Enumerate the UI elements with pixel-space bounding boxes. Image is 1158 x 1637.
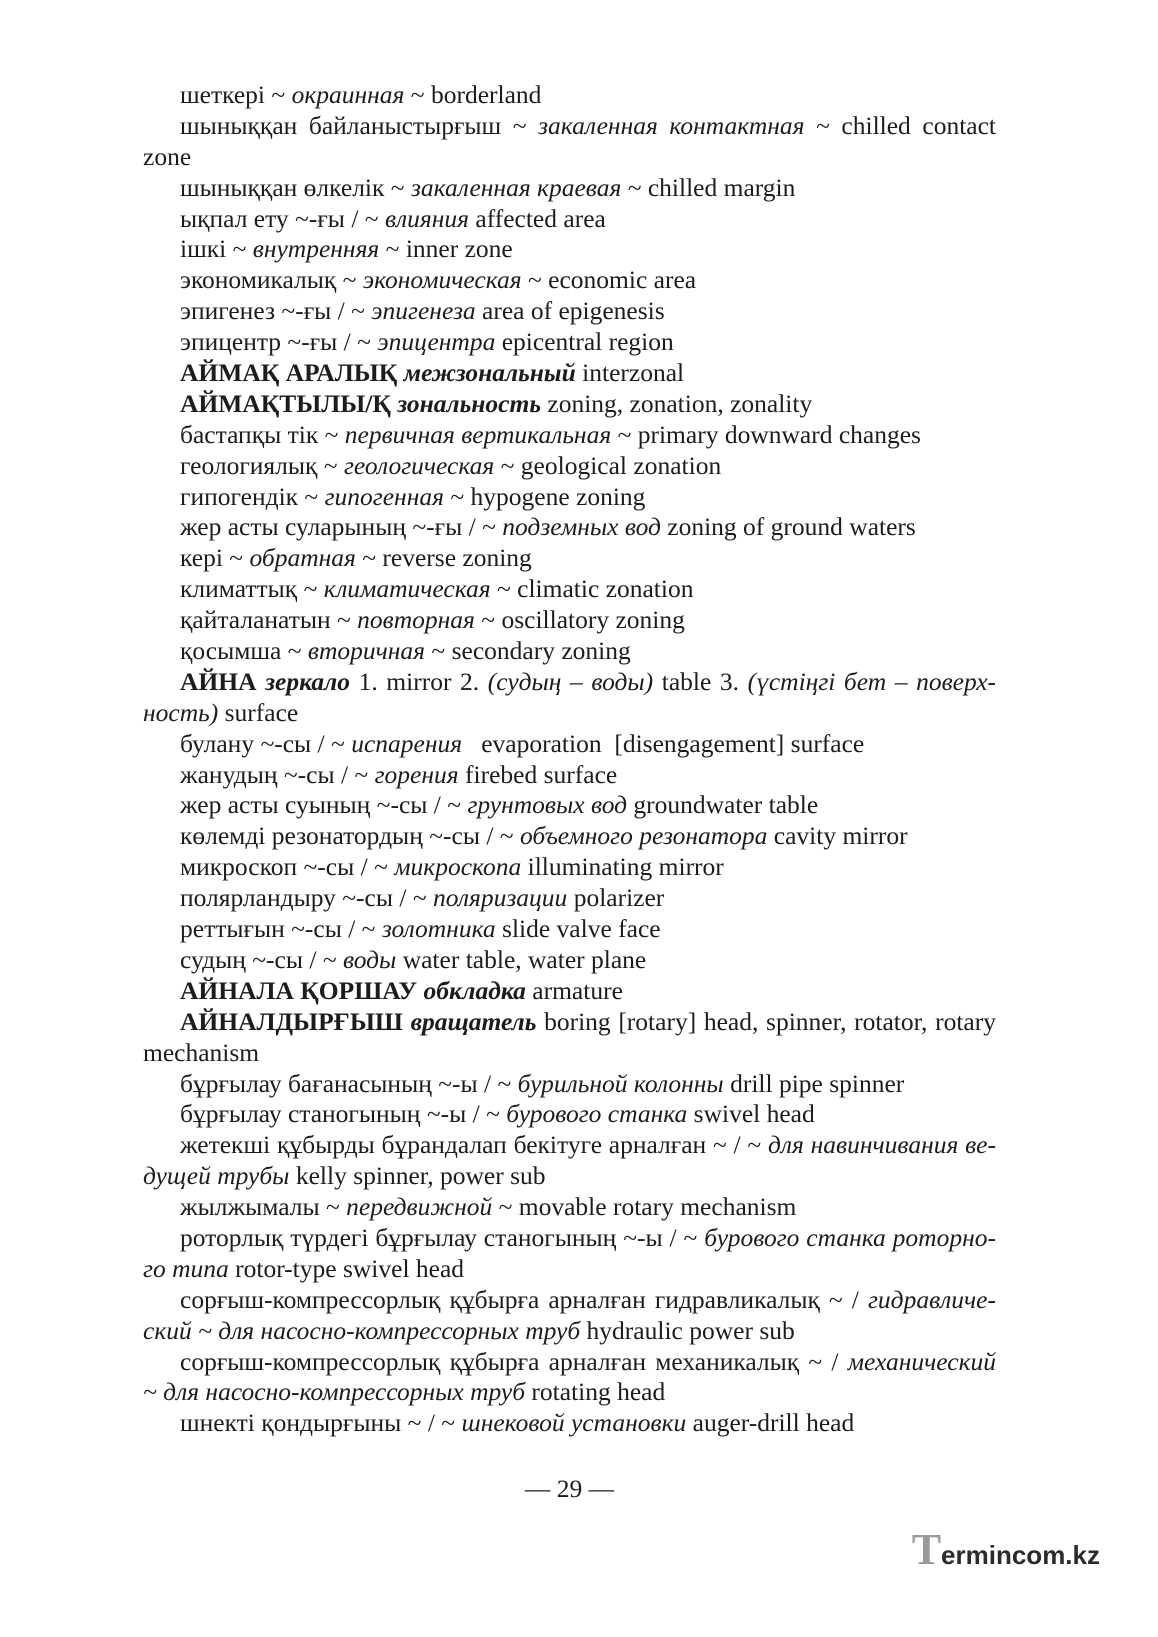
subentry-line: [143, 636, 996, 667]
en-text: zone: [143, 141, 192, 171]
kk-text: эпицентр ~-ғы / ~: [180, 327, 378, 357]
kk-text: бұрғылау станогының ~-ы / ~: [180, 1099, 507, 1129]
en-text: firebed surface: [458, 759, 618, 789]
continuation-line: [143, 142, 996, 173]
sense-label: (үстіңгі бет – поверх-: [747, 666, 997, 696]
kk-text: шыныққан өлкелік ~: [180, 172, 411, 202]
ru-text: внутренняя: [252, 234, 380, 264]
subentry-line: [143, 204, 996, 235]
ru-text: вторичная: [307, 636, 426, 666]
ru-text: гипогенная: [324, 481, 444, 511]
ru-text: обратная: [249, 543, 356, 573]
kk-text: гипогендік ~: [180, 481, 325, 511]
ru-text: горения: [374, 759, 459, 789]
ru-text: передвижной: [346, 1192, 493, 1222]
en-text: surface: [218, 697, 299, 727]
ru-text: бурильной колонны: [517, 1068, 724, 1098]
ru-text: го типа: [143, 1253, 229, 1283]
ru-text: климатическая: [323, 574, 491, 604]
sense-label: (судың – воды): [487, 666, 654, 696]
kk-text: реттығын ~-сы / ~: [180, 914, 382, 944]
continuation-line: [143, 1316, 996, 1347]
kk-text: ішкі ~: [180, 234, 253, 264]
ru-text: для навинчивания ве-: [768, 1130, 996, 1160]
subentry-line: [143, 760, 996, 791]
en-text: evaporation [disengagement] surface: [462, 728, 865, 758]
page-number: — 29 —: [524, 1474, 615, 1503]
subentry-line: [143, 265, 996, 296]
kk-text: қайталанатын ~: [180, 605, 358, 635]
headword-kk: АЙНАЛДЫРҒЫШ: [180, 1006, 411, 1036]
continuation-line: [143, 698, 996, 729]
subentry-line: [143, 790, 996, 821]
subentry-line: [143, 914, 996, 945]
en-text: water table, water plane: [396, 944, 647, 974]
en-text: rotating head: [525, 1377, 666, 1407]
en-text: ~ secondary zoning: [425, 636, 631, 666]
subentry-line: [143, 1099, 996, 1130]
en-text: drill pipe spinner: [723, 1068, 905, 1098]
headword-ru: зональность: [397, 388, 541, 418]
ru-text: эпицентра: [377, 327, 496, 357]
ru-text: ский ~ для насосно-компрессорных труб: [143, 1315, 581, 1345]
kk-text: жер асты суларының ~-ғы / ~: [180, 512, 503, 542]
kk-text: қосымша ~: [180, 636, 308, 666]
kk-text: бұрғылау бағанасының ~-ы / ~: [180, 1068, 518, 1098]
en-text: rotor-type swivel head: [228, 1253, 465, 1283]
en-text: zoning of ground waters: [660, 512, 916, 542]
kk-text: шеткері ~: [180, 80, 292, 109]
subentry-line: [143, 883, 996, 914]
en-text: cavity mirror: [767, 821, 908, 851]
en-text: zoning, zonation, zonality: [541, 388, 813, 418]
subentry-line: [143, 852, 996, 883]
kk-text: сорғыш-компрессорлық құбырға арналған гидравликалық ~ /: [180, 1284, 868, 1314]
kk-text: ықпал ету ~-ғы / ~: [180, 203, 385, 233]
en-text: groundwater table: [627, 790, 819, 820]
headword-line: [143, 389, 996, 420]
kk-text: бастапқы тік ~: [180, 419, 345, 449]
kk-text: сорғыш-компрессорлық құбырға арналған механикалық ~ /: [180, 1346, 848, 1376]
en-text: ~ borderland: [404, 80, 542, 109]
kk-text: жер асты суының ~-сы / ~: [180, 790, 468, 820]
subentry-line: [143, 296, 996, 327]
subentry-line: [143, 111, 996, 142]
ru-text: шнековой установки: [461, 1408, 687, 1438]
ru-text: первичная вертикальная: [344, 419, 612, 449]
headword-kk: АЙНАЛА ҚОРШАУ: [180, 975, 424, 1005]
en-text: ~ hypogene zoning: [443, 481, 646, 511]
headword-line: [143, 358, 996, 389]
en-text: hydraulic power sub: [580, 1315, 795, 1345]
ru-text: эпигенеза: [371, 296, 476, 326]
headword-kk: АЙНА: [180, 666, 266, 696]
en-text: ~ economic area: [521, 265, 697, 295]
ru-text: бурового станка роторно-: [704, 1222, 996, 1252]
kk-text: шнекті қондырғыны ~ / ~: [180, 1408, 462, 1438]
subentry-line: [143, 821, 996, 852]
headword-line: [143, 1007, 996, 1038]
en-text: ~ climatic zonation: [490, 574, 694, 604]
subentry-line: [143, 420, 996, 451]
watermark-logo: Termincom.kz: [911, 1525, 1100, 1574]
ru-text: геологическая: [343, 450, 495, 480]
kk-text: жанудың ~-сы / ~: [180, 759, 375, 789]
continuation-line: [143, 1377, 996, 1408]
ru-text: окраинная: [291, 80, 405, 109]
kk-text: жылжымалы ~: [180, 1192, 347, 1222]
subentry-line: [143, 945, 996, 976]
continuation-line: [143, 1161, 996, 1192]
kk-text: экономикалық ~: [180, 265, 363, 295]
subentry-line: [143, 1069, 996, 1100]
en-text: 1. mirror 2.: [350, 666, 488, 696]
en-text: ~ reverse zoning: [355, 543, 532, 573]
ru-text: гидравличе-: [867, 1284, 996, 1314]
kk-text: кері ~: [180, 543, 250, 573]
ru-text: закаленная контактная: [538, 110, 805, 140]
subentry-line: [143, 1408, 996, 1439]
ru-text: ~ для насосно-компрессорных труб: [143, 1377, 526, 1407]
kk-text: микроскоп ~-сы / ~: [180, 852, 395, 882]
en-text: ~ movable rotary mechanism: [492, 1192, 797, 1222]
ru-text: воды: [343, 944, 397, 974]
sense-label: ность): [143, 697, 219, 727]
kk-text: шыныққан байланыстырғыш ~: [180, 110, 539, 140]
en-text: polarizer: [567, 883, 665, 913]
subentry-line: [143, 1223, 996, 1254]
en-text: table 3.: [653, 666, 748, 696]
kk-text: эпигенез ~-ғы / ~: [180, 296, 372, 326]
en-text: affected area: [469, 203, 606, 233]
kk-text: жетекші құбырды бұрандалап бекітуге арналған ~ / ~: [180, 1130, 768, 1160]
kk-text: геологиялық ~: [180, 450, 344, 480]
en-text: swivel head: [687, 1099, 815, 1129]
ru-text: экономическая: [362, 265, 522, 295]
subentry-line: [143, 605, 996, 636]
ru-text: повторная: [357, 605, 475, 635]
continuation-line: [143, 1254, 996, 1285]
ru-text: испарения: [351, 728, 463, 758]
kk-text: судың ~-сы / ~: [180, 944, 343, 974]
en-text: auger-drill head: [686, 1408, 855, 1438]
kk-text: климаттық ~: [180, 574, 324, 604]
ru-text: золотника: [381, 914, 496, 944]
continuation-line: [143, 1038, 996, 1069]
subentry-line: [143, 574, 996, 605]
subentry-line: [143, 234, 996, 265]
headword-ru: обкладка: [423, 975, 526, 1005]
headword-ru: межзональный: [403, 358, 576, 388]
ru-text: микроскопа: [394, 852, 522, 882]
ru-text: грунтовых вод: [467, 790, 628, 820]
kk-text: булану ~-сы / ~: [180, 728, 352, 758]
subentry-line: [143, 451, 996, 482]
en-text: boring [rotary] head, spinner, rotator, rotary: [536, 1006, 996, 1036]
en-text: armature: [525, 975, 623, 1005]
subentry-line: [143, 327, 996, 358]
subentry-line: [143, 173, 996, 204]
en-text: interzonal: [575, 358, 685, 388]
ru-text: влияния: [384, 203, 469, 233]
subentry-line: [143, 543, 996, 574]
subentry-line: [143, 482, 996, 513]
en-text: ~ inner zone: [379, 234, 513, 264]
en-text: illuminating mirror: [521, 852, 724, 882]
en-text: ~ primary downward changes: [611, 419, 921, 449]
headword-kk: АЙМАҚ АРАЛЫҚ: [180, 358, 404, 388]
kk-text: полярландыру ~-сы / ~: [180, 883, 434, 913]
dictionary-text: [143, 80, 996, 1439]
en-text: slide valve face: [495, 914, 661, 944]
en-text: ~ chilled contact: [804, 110, 996, 140]
headword-ru: зеркало: [265, 666, 350, 696]
ru-text: подземных вод: [502, 512, 661, 542]
subentry-line: [143, 1130, 996, 1161]
en-text: epicentral region: [495, 327, 674, 357]
headword-kk: АЙМАҚТЫЛЫ/Қ: [180, 388, 398, 418]
en-text: ~ chilled margin: [621, 172, 796, 202]
en-text: area of epigenesis: [475, 296, 665, 326]
subentry-line: [143, 1285, 996, 1316]
ru-text: закаленная краевая: [410, 172, 622, 202]
kk-text: көлемді резонатордың ~-сы / ~: [180, 821, 520, 851]
headword-line: [143, 667, 996, 698]
en-text: mechanism: [143, 1037, 260, 1067]
headword-line: [143, 976, 996, 1007]
ru-text: механический: [847, 1346, 996, 1376]
ru-text: поляризации: [433, 883, 568, 913]
en-text: ~ geological zonation: [494, 450, 722, 480]
subentry-line: [143, 729, 996, 760]
subentry-line: [143, 80, 996, 111]
en-text: ~ oscillatory zoning: [474, 605, 685, 635]
subentry-line: [143, 1192, 996, 1223]
kk-text: роторлық түрдегі бұрғылау станогының ~-ы / ~: [180, 1222, 705, 1252]
headword-ru: вращатель: [410, 1006, 537, 1036]
subentry-line: [143, 512, 996, 543]
en-text: kelly spinner, power sub: [289, 1161, 546, 1191]
ru-text: дущей трубы: [143, 1161, 290, 1191]
subentry-line: [143, 1347, 996, 1378]
ru-text: объемного резонатора: [519, 821, 768, 851]
ru-text: бурового станка: [506, 1099, 688, 1129]
